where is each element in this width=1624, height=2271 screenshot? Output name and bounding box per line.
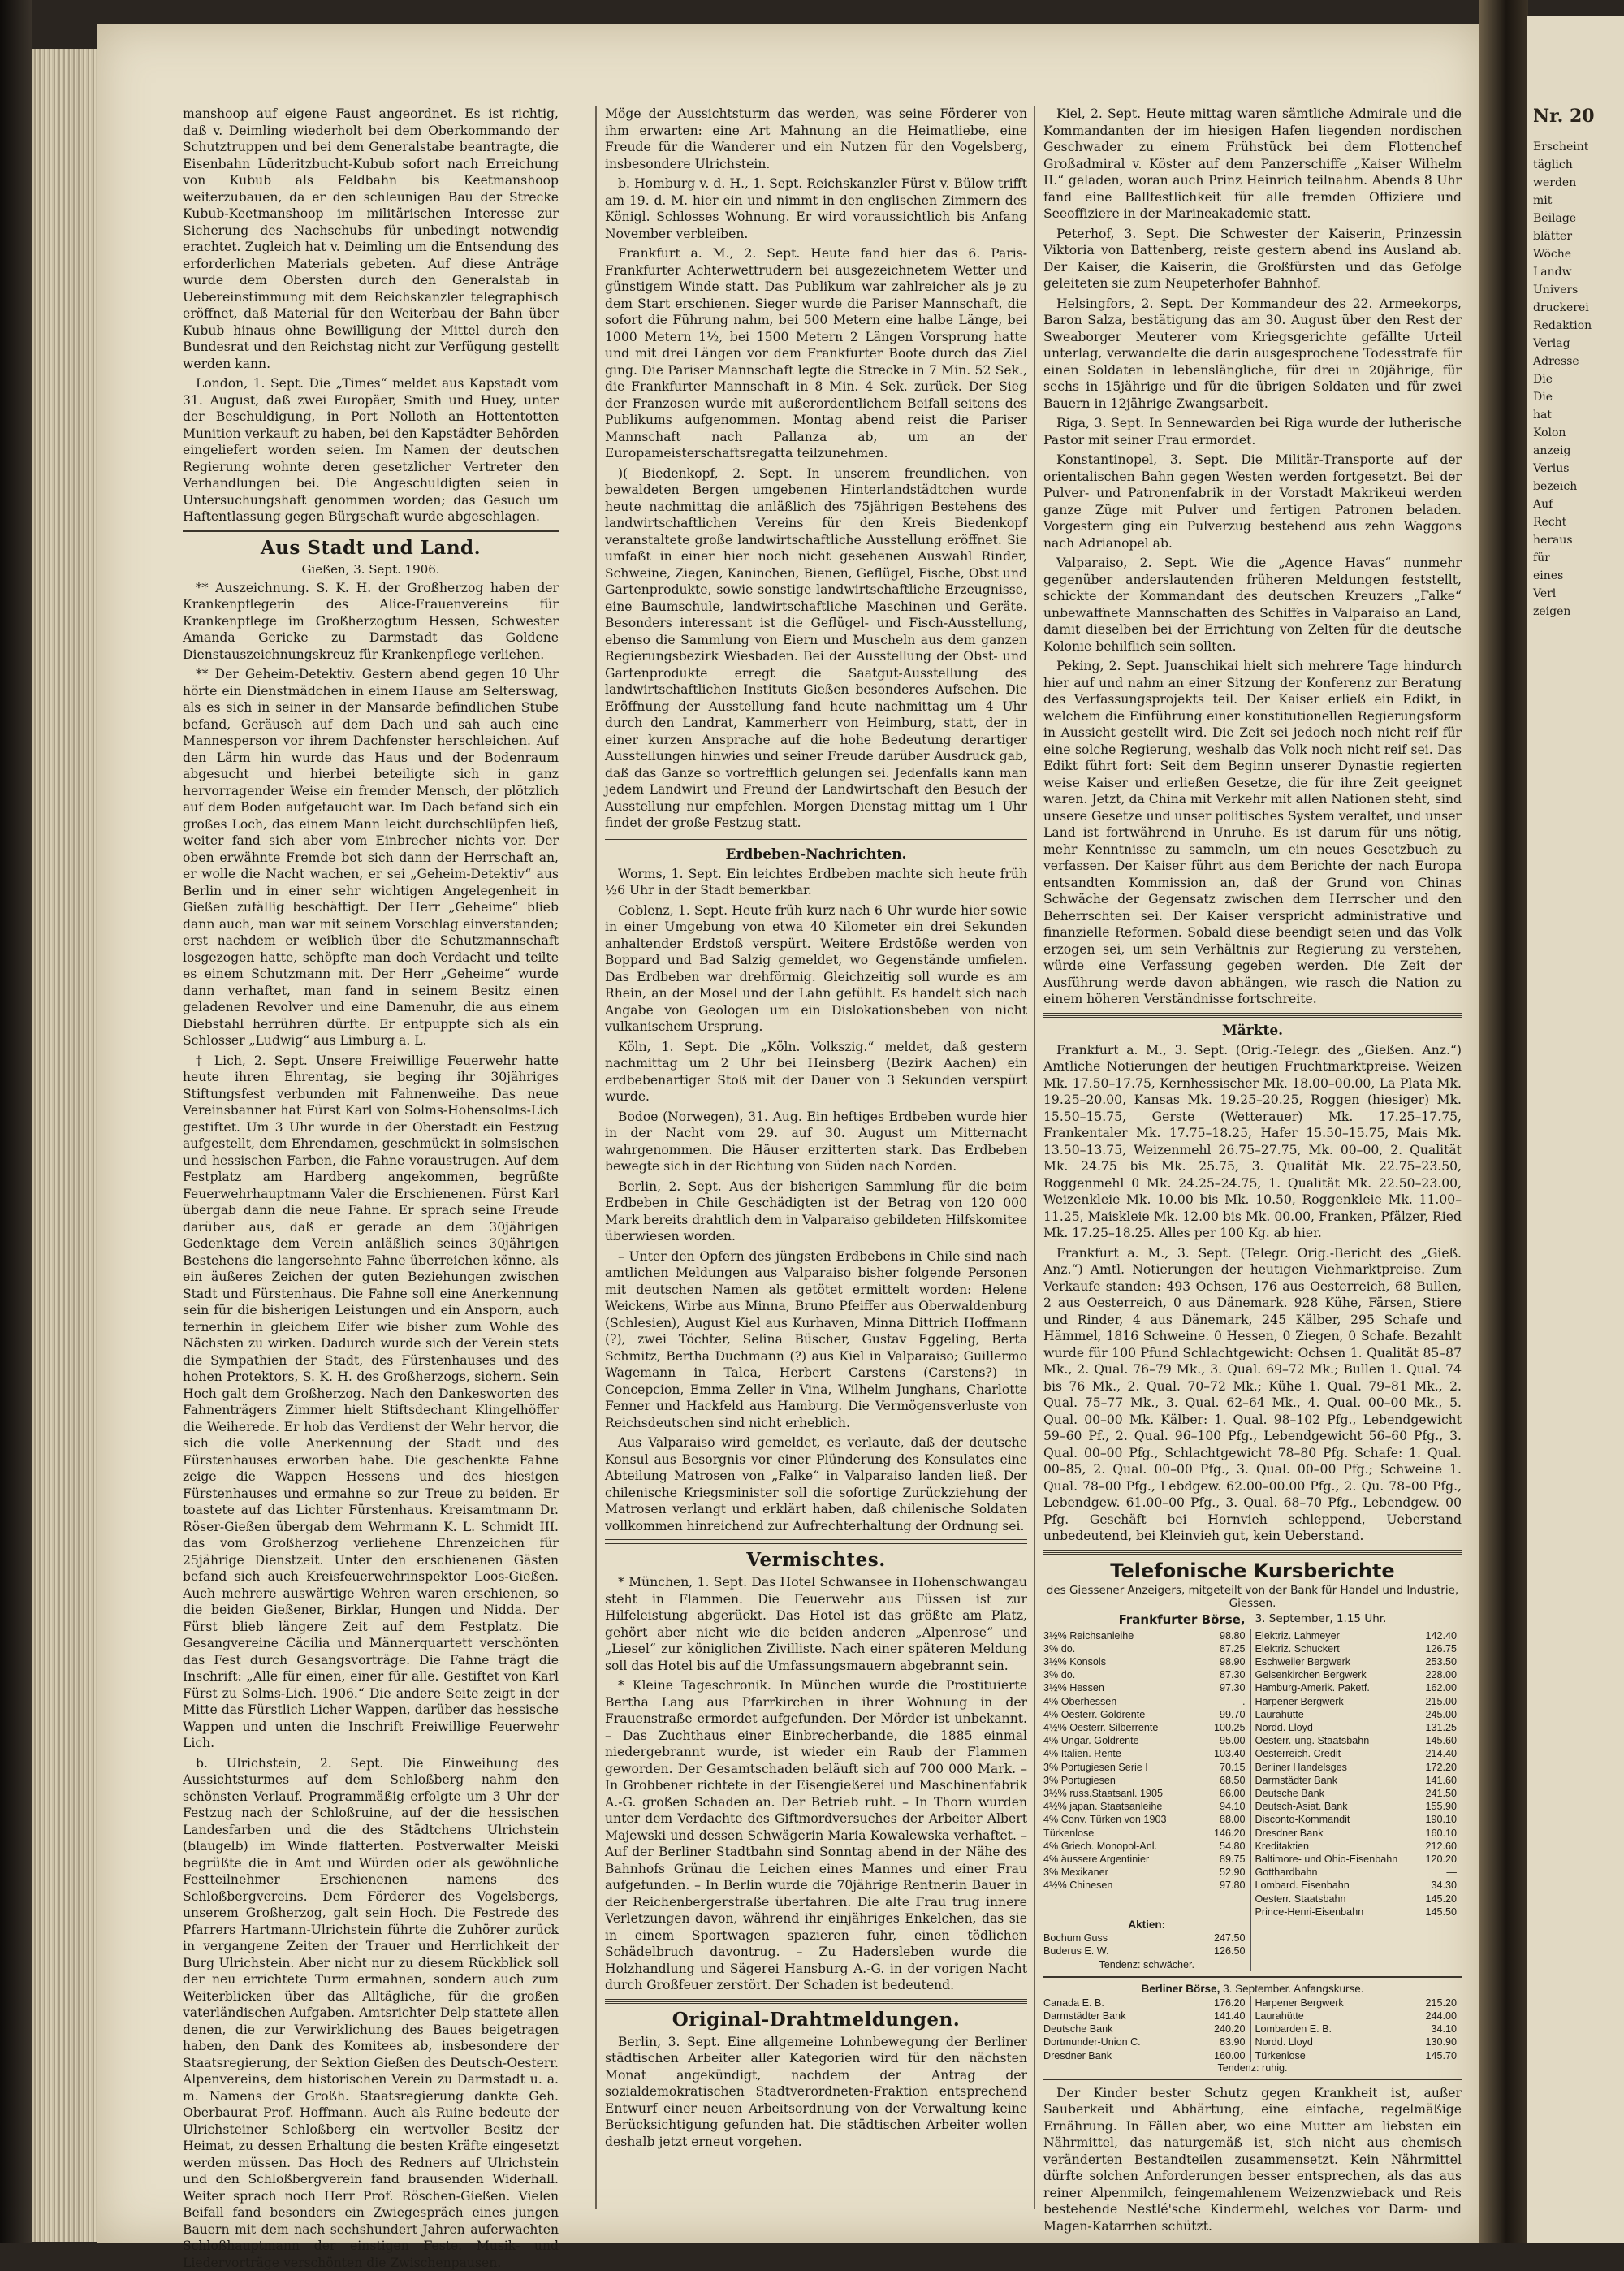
article-text: Berlin, 2. Sept. Aus der bisherigen Sammlung für die beim Erdbeben in Chile Geschädigten ist der Betrag von 120 000 Mark bereits drahtlich dem in Valparaiso gebildeten Hilfskomitee überwiesen worden. (605, 1179, 1027, 1245)
stock-row (1255, 1866, 1462, 1879)
section-rule (605, 1999, 1027, 2004)
stock-name: Deutsche Bank (1043, 2022, 1112, 2035)
stock-name: Hamburg-Amerik. Paketf. (1255, 1681, 1370, 1694)
stock-name: 4½% Chinesen (1043, 1879, 1112, 1892)
stock-price: 83.90 (1220, 2035, 1246, 2048)
stock-name: 4% Oesterr. Goldrente (1043, 1708, 1145, 1721)
stock-row (1043, 1813, 1250, 1826)
article-text: Köln, 1. Sept. Die „Köln. Volkszig.“ meldet, daß gestern nachmittag um 2 Uhr bei Heinsberg (Bezirk Aachen) ein erdbebenartiger Stoß mit der Dauer von 3 Sekunden verspürt wurde. (605, 1039, 1027, 1105)
stock-row (1255, 2022, 1462, 2035)
stock-price: 190.10 (1425, 1813, 1457, 1826)
stock-name: Darmstädter Bank (1043, 2009, 1126, 2022)
stock-row (1255, 1734, 1462, 1747)
article-text: ** Der Geheim-Detektiv. Gestern abend gegen 10 Uhr hörte ein Dienstmädchen in einem Hause am Selterswag, als es sich in seiner in der Mansarde befindlichen Stube befand, Geräusch auf dem Dach und sah auch eine Mannesperson vor ihrem Dachfenster herschleichen. Auf den Lärm hin wurde das Haus und der Bodenraum abgesucht und hierbei beteiligte sich in ganz hervorragender Weise ein fremder Mensch, der plötzlich auf dem Boden aufgetaucht war. Im Dach befand sich ein großes Loch, das einem Mann leicht durchschlüpfen ließ, weiter fand sich aber vom Einbrecher nichts vor. Der oben erwähnte Fremde bot sich dann der Herrschaft an, er wolle die Nacht wachen, er sei „Geheim-Detektiv“ aus Berlin und in einer sehr wichtigen Angelegenheit in Gießen zufällig beschäftigt. Der Herr „Geheime“ blieb dann auch, man war mit seinem Vorschlag einverstanden; erst nachdem er weiblich über die Schutzmannschaft losgezogen hatte, schöpfte man doch Verdacht und teilte es einem Schutzmann mit. Der Herr „Geheime“ wurde dann verhaftet, man fand in seinem Besitz einen geladenen Revolver und eine Damenuhr, die aus einem Diebstahl herrühren dürfte. Er entpuppte sich als ein Schlosser „Ludwig“ aus Limburg a. L. (183, 666, 559, 1049)
stock-price: 244.00 (1425, 2009, 1457, 2022)
stock-row (1043, 1642, 1250, 1655)
stock-name: Dresdner Bank (1043, 2049, 1112, 2062)
stock-row (1255, 1787, 1462, 1800)
stock-price: 215.00 (1425, 1695, 1457, 1708)
section-heading: Märkte. (1043, 1023, 1462, 1039)
column-rule (595, 106, 597, 2209)
stock-price: 87.30 (1220, 1668, 1246, 1681)
stock-name: Elektriz. Lahmeyer (1255, 1629, 1340, 1642)
article-text: manshoop auf eigene Faust angeordnet. Es ist richtig, daß v. Deimling wiederholt bei dem Oberkommando der Schutztruppen und bei dem Generalstabe beantragte, die Eisenbahn Lüderitzbucht-Kubub sofort nach Erreichung von Kubub als Feldbahn bis Keetmanshoop weiterzubauen, da er den schleunigen Bau der Strecke Kubub-Keetmanshoop im militärischen Interesse zur Sicherung des Nachschubs für unbedingt notwendig erachtet. Zugleich hat v. Deimling um die Entsendung des erforderlichen Materials gebeten. Auf diese Anträge wurde dem Obersten durch den Generalstab in Uebereinstimmung mit dem Reichskanzler telegraphisch eröffnet, daß Material für den Weiterbau der Bahn über Kubub hinaus ohne Bewilligung der Mittel durch den Bundesrat und den Reichstag nicht zur Verfügung gestellt werden kann. (183, 106, 559, 372)
advertisement-text: Der Kinder bester Schutz gegen Krankheit ist, außer Sauberkeit und Abhärtung, eine einfache, regelmäßige Ernährung. In Fällen aber, wo eine Mutter am liebsten ein Nährmittel, das naturgemäß ist, sich nicht aus chemisch veränderten Bestandteilen zusammensetzt. Kein Nährmittel dürfte solchen Anforderungen besser entsprechen, als das aus reiner Alpenmilch, feingemahlenem Weizenzwieback und Reis bestehende Nestlé'sche Kindermehl, welches vor Darm- und Magen-Katarrhen schützt. (1043, 2085, 1462, 2235)
stock-row (1043, 1840, 1250, 1853)
section-rule (605, 837, 1027, 841)
stock-row (1043, 1944, 1250, 1957)
stock-price: 240.20 (1214, 2022, 1246, 2035)
stock-name: Eschweiler Bergwerk (1255, 1655, 1351, 1668)
stock-price: 228.00 (1425, 1668, 1457, 1681)
stock-name: Bochum Guss (1043, 1931, 1108, 1944)
stock-price: 146.20 (1214, 1827, 1246, 1840)
stock-row (1255, 1629, 1462, 1642)
stock-row (1043, 1827, 1250, 1840)
stock-price: 103.40 (1214, 1747, 1246, 1760)
column-rule (1034, 106, 1035, 2209)
stock-name: Berliner Handelsges (1255, 1761, 1347, 1774)
stock-row (1255, 2009, 1462, 2022)
stock-row (1043, 1774, 1250, 1787)
stock-row (1255, 1892, 1462, 1905)
stock-row (1043, 2049, 1250, 2062)
article-text: Riga, 3. Sept. In Sennewarden bei Riga wurde der lutherische Pastor mit seiner Frau ermordet. (1043, 415, 1462, 448)
stock-price: . (1242, 1695, 1246, 1708)
stock-price: 52.90 (1220, 1866, 1246, 1879)
stock-row (1255, 1774, 1462, 1787)
article-text: Konstantinopel, 3. Sept. Die Militär-Transporte auf der orientalischen Bahn gegen Westen werden fortgesetzt. Bei der Pulver- und Patronenfabrik in der Vorstadt Makrikeui werden ganze Züge mit Pulver und fertigen Patronen beladen. Vorgestern ging ein Pulverzug bestehend aus zehn Waggons nach Adrianopel ab. (1043, 452, 1462, 552)
stock-row (1255, 1655, 1462, 1668)
stock-row (1255, 1708, 1462, 1721)
stock-name: 3% do. (1043, 1642, 1075, 1655)
stock-row (1255, 2049, 1462, 2062)
stock-price: 145.50 (1425, 1905, 1457, 1918)
stock-row (1043, 2009, 1250, 2022)
stock-price: 145.20 (1425, 1892, 1457, 1905)
stock-name: 4% Oberhessen (1043, 1695, 1116, 1708)
stock-name: 3½% russ.Staatsanl. 1905 (1043, 1787, 1163, 1800)
stock-price: 99.70 (1220, 1708, 1246, 1721)
stock-price: 172.20 (1425, 1761, 1457, 1774)
section-heading: Aus Stadt und Land. (183, 537, 559, 559)
stock-name: Türkenlose (1043, 1827, 1094, 1840)
stock-name: 3½% Hessen (1043, 1681, 1104, 1694)
stock-price: 130.90 (1425, 2035, 1457, 2048)
article-text: Aus Valparaiso wird gemeldet, es verlaute, daß der deutsche Konsul aus Besorgnis vor einer Plünderung des Konsulates eine Abteilung Matrosen von „Falke“ in Valparaiso landen ließ. Der chilenische Kriegsminister soll die sofortige Zurückziehung der Matrosen verlangt und erklärt haben, daß chilenische Soldaten vollkommen hinreichend zur Aufrechterhaltung der Ordnung sei. (605, 1434, 1027, 1534)
article-text: Valparaiso, 2. Sept. Wie die „Agence Havas“ nunmehr gegenüber anderslautenden früheren Meldungen feststellt, schickte der Kommandant des deutschen Kreuzers „Falke“ unbewaffnete Mannschaften des Schiffes in Valparaiso an Land, damit dieselben bei der Errichtung von Zelten für die deutsche Kolonie behilflich sein sollten. (1043, 555, 1462, 655)
article-text: * Kleine Tageschronik. In München wurde die Prostituierte Bertha Lang aus Pfarrkirchen in ihrer Wohnung in der Frauenstraße ermordet aufgefunden. Der Mörder ist unbekannt. – Das Zuchthaus einer Einbrecherbande, die 1885 einmal niedergebrannt wurde, ist wieder ein Raub der Flammen geworden. Der Gesamtschaden beläuft sich auf 700 000 Mark. – In Grobbener richtete in der Eisengießerei und Maschinenfabrik A.-G. großen Schaden an. Der Betrieb ruht. – In Thorn wurden unter dem Verdachte des Giftmordversuches der Arbeiter Albert Majewski und dessen Schwägerin Maria Kowalewska verhaftet. – Auf der Berliner Stadtbahn sind Sonntag abend in der Nähe des Bahnhofs Grünau die Leichen eines Mannes und einer Frau aufgefunden. – In Berlin wurde die 70jährige Rentnerin Bauer in der Reichenbergerstraße überfahren. Die alte Frau trug innere Verletzungen davon, während ihr einjähriges Enkelchen, das sie in einem Sportwagen spazieren fuhr, einen tödlichen Schädelbruch davontrug. – Zu Hadersleben wurde die Holzhandlung und Sägerei Hansburg A.-G. in der vorigen Nacht durch Großfeuer zerstört. Der Schaden ist bedeutend. (605, 1677, 1027, 1994)
page-stack-edge (32, 49, 97, 2242)
stock-table (1043, 1996, 1462, 2062)
stock-price: 34.10 (1431, 2022, 1457, 2035)
stock-name: Kreditaktien (1255, 1840, 1310, 1853)
stock-price: 131.25 (1425, 1721, 1457, 1734)
article-text: Möge der Aussichtsturm das werden, was seine Förderer von ihm erwarten: eine Art Mahnung an die Heimatliebe, eine Freude für die Wanderer und ein Nutzen für den Vogelsberg, insbesondere Ulrichstein. (605, 106, 1027, 172)
stock-row (1255, 1800, 1462, 1813)
stock-name: 4½% japan. Staatsanleihe (1043, 1800, 1162, 1813)
article-text: Coblenz, 1. Sept. Heute früh kurz nach 6 Uhr wurde hier sowie in einer Umgebung von etwa 40 Kilometer ein drei Sekunden anhaltender Erdstoß verspürt. Weitere Erdstöße werden von Boppard und Bad Salzig gemeldet, wo Gegenstände umfielen. Das Erdbeben war drehförmig. Gleichzeitig soll wurde es am Rhein, an der Mosel und der Lahn gefühlt. Es handelt sich nach Angabe von Geologen um ein Dislokationsbeben von nicht vulkanischem Ursprung. (605, 902, 1027, 1036)
stock-row (1255, 1747, 1462, 1760)
stock-price: 95.00 (1220, 1734, 1246, 1747)
stock-row (1043, 1747, 1250, 1760)
dateline: Gießen, 3. Sept. 1906. (183, 562, 559, 577)
stock-row (1255, 1695, 1462, 1708)
stock-row (1043, 2035, 1250, 2048)
stock-name: 3½% Reichsanleihe (1043, 1629, 1134, 1642)
facing-masthead: Nr. 20 (1533, 106, 1595, 127)
trend-note: Tendenz: schwächer. (1043, 1958, 1250, 1971)
exchange-date: 3. September. Anfangskurse. (1223, 1983, 1363, 1995)
stock-price: 214.40 (1425, 1747, 1457, 1760)
stock-table-left (1043, 1996, 1250, 2062)
stock-name: Lombard. Eisenbahn (1255, 1879, 1350, 1892)
article-text: Worms, 1. Sept. Ein leichtes Erdbeben machte sich heute früh ½6 Uhr in der Stadt bemerkbar. (605, 866, 1027, 899)
stock-name: Canada E. B. (1043, 1996, 1104, 2009)
stock-price: 247.50 (1214, 1931, 1246, 1944)
stock-price: 215.20 (1425, 1996, 1457, 2009)
article-text: – Unter den Opfern des jüngsten Erdbebens in Chile sind nach amtlichen Meldungen aus Valparaiso bisher folgende Personen mit deutschen Namen als getötet ermittelt worden: Helene Weickens, Wirbe aus Minna, Bruno Pfeiffer aus Oberwaldenburg (Schlesien), August Kiel aus Kurhaven, Minna Dittrich Hoffmann (?), zwei Töchter, Selina Büscher, Gustav Eggeling, Berta Schmitz, Bertha Duchmann (?) aus Kiel in Valparaiso; Guillermo Wagemann in Talca, Herbert Carstens (Carstens?) in Concepcion, Emma Zeller in Vina, Wilhelm Junghans, Charlotte Fenner und Hackfeld aus Hamburg. Die Vermögensverluste von Reichsdeutschen sind nicht erheblich. (605, 1248, 1027, 1432)
stock-price: 253.50 (1425, 1655, 1457, 1668)
stock-row (1255, 2035, 1462, 2048)
stock-name: Nordd. Lloyd (1255, 1721, 1313, 1734)
stock-name: Oesterr. Staatsbahn (1255, 1892, 1346, 1905)
stock-name: Türkenlose (1255, 2049, 1306, 2062)
stock-row (1255, 1761, 1462, 1774)
stock-price: 160.00 (1214, 2049, 1246, 2062)
article-text: Peking, 2. Sept. Juanschikai hielt sich mehrere Tage hindurch hier auf und nahm an einer Sitzung der Konferenz zur Beratung des Verfassungsprojekts teil. Der Kaiser erließ ein Edikt, in welchem die Einführung einer konstitutionellen Regierungsform in Aussicht gestellt wird. Die Zeit sei jedoch noch nicht reif für eine solche Regierung, weshalb das Volk noch nicht reif sei. Das Edikt führt fort: Seit dem Beginn unserer Dynastie regierten weise Kaiser und erließen Gesetze, die für ihre Zeit geeignet waren. Jetzt, da China mit Verkehr mit allen Nationen steht, sind unsere Gesetze und unser politisches System veraltet, und unser Land ist fortwährend in Unruhe. Es ist darum für uns nötig, mehr Kenntnisse zu sammeln, um ein neues Gesetzbuch zu verfassen. Der Kaiser führt aus dem Berichte der nach Europa entsandten Kommission an, daß der Grund von Chinas Schwäche der Gegensatz zwischen dem Herrscher und den Beherrschten sei. Der Kaiser verspricht administrative und finanzielle Reformen. Sobald diese beendigt seien und das Volk erzogen sei, um sein Verhältnis zur Regierung zu verstehen, würde eine Verfassung gegeben werden. Die Zeit der Ausführung werde davon abhängen, wie rasch die Nation zu einem höheren Verständnisse fortschreite. (1043, 658, 1462, 1008)
book-gutter (1479, 0, 1528, 2243)
exchange-header (1043, 1612, 1462, 1627)
stock-name: Buderus E. W. (1043, 1944, 1109, 1957)
stock-price: — (1446, 1866, 1457, 1879)
stock-price: 145.70 (1425, 2049, 1457, 2062)
section-rule (1043, 2079, 1462, 2080)
stock-price: 34.30 (1431, 1879, 1457, 1892)
stock-table-right (1250, 1629, 1462, 1918)
stock-price: 97.80 (1220, 1879, 1246, 1892)
stock-name: Lombarden E. B. (1255, 2022, 1332, 2035)
article-text: Kiel, 2. Sept. Heute mittag waren sämtliche Admirale und die Kommandanten der im hiesigen Hafen liegenden nordischen Geschwader zu einem Frühstück bei dem Flottenchef Großadmiral v. Köster auf dem Panzerschiffe „Kaiser Wilhelm II.“ geladen, woran auch Prinz Heinrich teilnahm. Abends 8 Uhr fand eine Ballfestlichkeit für alle fremden Offiziere und Seeoffiziere in der Marineakademie statt. (1043, 106, 1462, 223)
article-text: London, 1. Sept. Die „Times“ meldet aus Kapstadt vom 31. August, daß zwei Europäer, Smith und Huey, unter der Beschuldigung, in Port Nolloth an Hottentotten Munition verkauft zu haben, bei den Kapstädter Behörden eingeliefert worden seien. Im Namen der deutschen Regierung wohnte deren gesetzlicher Vertreter den Verhandlungen bei. Die Angeschuldigten seien in Untersuchungshaft genommen worden; das Gesuch um Haftentlassung gegen Bürgschaft wurde abgeschlagen. (183, 375, 559, 526)
article-text: * München, 1. Sept. Das Hotel Schwansee in Hohenschwangau steht in Flammen. Die Feuerwehr aus Füssen ist zur Hilfeleistung abgerückt. Das Hotel ist das größte am Platz, gehört aber nicht wie die beiden anderen „Alpenrose“ und „Liesel“ zur königlichen Zivilliste. Nach einer späteren Meldung soll das Hotel bis auf die Umfassungsmauern abgebrannt sein. (605, 1574, 1027, 1674)
shares-heading: Aktien: (1043, 1918, 1250, 1931)
stock-report-subtitle: des Giessener Anzeigers, mitgeteilt von der Bank für Handel und Industrie, Giessen. (1043, 1584, 1462, 1610)
stock-price: 162.00 (1425, 1681, 1457, 1694)
section-rule (605, 1539, 1027, 1544)
facing-text-lines: Erscheint täglich werden mit Beilage blätter Wöche Landw Univers druckerei Redaktion Verlag Adresse Die Die hat Kolon anzeig Verlus bezeich Auf Recht heraus für eines Verl zeigen (1533, 138, 1622, 621)
stock-row (1043, 1800, 1250, 1813)
stock-name: Oesterr.-ung. Staatsbahn (1255, 1734, 1370, 1747)
stock-row (1043, 1996, 1250, 2009)
column-3 (1043, 106, 1462, 2201)
stock-price: 86.00 (1220, 1787, 1246, 1800)
article-text: Bodoe (Norwegen), 31. Aug. Ein heftiges Erdbeben wurde hier in der Nacht vom 29. auf 30. August um Mitternacht wahrgenommen. Die Häuser erzitterten stark. Das Erdbeben bewegte sich in der Richtung von Süden nach Norden. (605, 1109, 1027, 1175)
stock-price: 141.40 (1214, 2009, 1246, 2022)
stock-price: 141.60 (1425, 1774, 1457, 1787)
stock-name: Laurahütte (1255, 2009, 1304, 2022)
stock-name: 3½% Konsols (1043, 1655, 1106, 1668)
stock-name: Harpener Bergwerk (1255, 1996, 1344, 2009)
stock-name: Nordd. Lloyd (1255, 2035, 1313, 2048)
stock-row (1043, 1629, 1250, 1642)
section-heading: Original-Drahtmeldungen. (605, 2009, 1027, 2031)
article-text: Helsingfors, 2. Sept. Der Kommandeur des 22. Armeekorps, Baron Salza, bestätigung das am 30. August über den Rest der Sweaborger Meuterer vom Kriegsgerichte gefällte Urteil unterlag, verwandelte die darin ausgesprochene Todesstrafe für einen Soldaten in lebenslängliche, für drei in 20jährige, für sechs in 15jährige und für die übrigen Soldaten und für zwei Bauern in 12jährige Zwangsarbeit. (1043, 296, 1462, 413)
stock-name: Disconto-Kommandit (1255, 1813, 1350, 1826)
exchange-header (1043, 1983, 1462, 1995)
stock-row (1255, 1879, 1462, 1892)
stock-name: Harpener Bergwerk (1255, 1695, 1344, 1708)
stock-row (1043, 1681, 1250, 1694)
trend-note: Tendenz: ruhig. (1043, 2062, 1462, 2074)
stock-name: Elektriz. Schuckert (1255, 1642, 1340, 1655)
column-2 (605, 106, 1027, 2201)
stock-price: 87.25 (1220, 1642, 1246, 1655)
stock-row (1043, 1695, 1250, 1708)
stock-name: 4½% Oesterr. Silberrente (1043, 1721, 1158, 1734)
stock-row (1043, 1734, 1250, 1747)
stock-price: 120.20 (1425, 1853, 1457, 1866)
stock-name: Laurahütte (1255, 1708, 1304, 1721)
stock-price: 54.80 (1220, 1840, 1246, 1853)
stock-row (1043, 1668, 1250, 1681)
stock-name: Oesterreich. Credit (1255, 1747, 1341, 1760)
stock-name: Dortmunder-Union C. (1043, 2035, 1141, 2048)
section-rule (1043, 1976, 1462, 1978)
article-text: Frankfurt a. M., 2. Sept. Heute fand hier das 6. Paris-Frankfurter Achterwettrudern bei ausgezeichnetem Wetter und günstigem Winde statt. Das Publikum war zahlreicher als je zu dem Start erschienen. Sieger wurde die Pariser Mannschaft, die sofort die Führung nahm, bei 500 Metern eine halbe Länge, bei 1000 Metern 1½, bei 1500 Metern 2 Längen Vorsprung hatte und mit drei Längen vor dem Frankfurter Boote durch das Ziel ging. Die Pariser Mannschaft legte die Strecke in 7 Min. 52 Sek., die Frankfurter Mannschaft in 8 Min. 4 Sek. zurück. Der Sieg der Franzosen wurde mit außerordentlichem Beifall seitens des Publikums aufgenommen. Montag abend reist die Pariser Mannschaft nach Pallanza ab, um an der Europameisterschaftsregatta teilzunehmen. (605, 245, 1027, 462)
exchange-name: Berliner Börse, (1142, 1983, 1220, 1995)
stock-row (1255, 1996, 1462, 2009)
stock-price: 89.75 (1220, 1853, 1246, 1866)
stock-name: 4% äussere Argentinier (1043, 1853, 1149, 1866)
stock-table-right (1250, 1996, 1462, 2062)
stock-table (1043, 1629, 1462, 1918)
stock-name: Gotthardbahn (1255, 1866, 1318, 1879)
stock-price: 145.60 (1425, 1734, 1457, 1747)
section-rule (183, 530, 559, 532)
stock-row (1255, 1681, 1462, 1694)
stock-row (1043, 1931, 1250, 1944)
stock-name: Deutsch-Asiat. Bank (1255, 1800, 1348, 1813)
article-text: b. Homburg v. d. H., 1. Sept. Reichskanzler Fürst v. Bülow trifft am 19. d. M. hier ein und nimmt in den englischen Zimmern des Königl. Schlosses Wohnung. Er wird voraussichtlich bis Anfang November verbleiben. (605, 175, 1027, 242)
stock-row (1043, 1655, 1250, 1668)
stock-row (1043, 1879, 1250, 1892)
stock-row (1043, 1708, 1250, 1721)
stock-name: Prince-Henri-Eisenbahn (1255, 1905, 1364, 1918)
stock-name: Baltimore- und Ohio-Eisenbahn (1255, 1853, 1398, 1866)
stock-name: 4% Conv. Türken von 1903 (1043, 1813, 1166, 1826)
article-text: b. Ulrichstein, 2. Sept. Die Einweihung des Aussichtsturmes auf dem Schloßberg nahm den schönsten Verlauf. Programmäßig erfolgte um 3 Uhr der Festzug nach der Schloßruine, auf der die hessischen Landesfarben und die des Städtchens Ulrichstein (blaugelb) im Winde flatterten. Postverwalter Meiski begrüßte die in Amt und Würden oder als gewöhnliche Festteilnehmer Erschienenen namens des Schloßbergvereins. Dem Förderer des Vogelsbergs, unserem Großherzog, galt sein Hoch. Die Festrede des Pfarrers Hartmann-Ulrichstein führte die Zuhörer zurück in vergangene Zeiten der Trauer und Herrlichkeit der Burg Ulrichstein. Aber nicht nur zu diesem Rückblick soll der neu errichtete Turm ermahnen, sondern auch zum Weiterblicken über das Alltägliche, für die großen vaterländischen Aufgaben. Amtsrichter Delp stattete allen denen, die zur Verwirklichung des Baues beigetragen haben, den Dank des Komitees ab, insbesondere der Staatsregierung, der Sektion Gießen des Deutsch-Oesterr. Alpenvereins, dem historischen Verein zu Darmstadt u. a. m. Namens der Großh. Staatsregierung dankte Geh. Oberbaurat Prof. Hoffmann. Auch als Ruine bedeute der Ulrichsteiner Schloßberg ein wertvoller Besitz der Heimat, zu dessen Erhaltung die besten Kräfte eingesetzt werden müssen. Das Hoch des Redners auf Ulrichstein und den Schloßbergverein fand brausenden Widerhall. Weiter sprach noch Herr Prof. Röschen-Gießen. Vielen Beifall fand besonders ein Zwiegespräch eines jungen Bauern mit dem nach sechshundert Jahren auferwachten Schloßhauptmann der einstigen Feste. Musik- und Liedervorträge verschönten die Zwischenpausen. (183, 1755, 559, 2271)
stock-report-title: Telefonische Kursberichte (1043, 1559, 1462, 1582)
shares-rows (1043, 1931, 1250, 1957)
stock-name: 4% Griech. Monopol-Anl. (1043, 1840, 1157, 1853)
stock-price: 97.30 (1220, 1681, 1246, 1694)
stock-price: 245.00 (1425, 1708, 1457, 1721)
stock-price: 142.40 (1425, 1629, 1457, 1642)
stock-row (1255, 1840, 1462, 1853)
stock-row (1255, 1905, 1462, 1918)
stock-price: 98.90 (1220, 1655, 1246, 1668)
stock-row (1043, 2022, 1250, 2035)
stock-row (1043, 1787, 1250, 1800)
stock-price: 68.50 (1220, 1774, 1246, 1787)
stock-price: 126.50 (1214, 1944, 1246, 1957)
stock-name: 3% Portugiesen (1043, 1774, 1116, 1787)
facing-page-fragment (1527, 16, 1624, 2243)
stock-row (1043, 1721, 1250, 1734)
stock-price: 94.10 (1220, 1800, 1246, 1813)
stock-price: 241.50 (1425, 1787, 1457, 1800)
exchange-date: 3. September, 1.15 Uhr. (1255, 1612, 1387, 1627)
stock-name: 4% Ungar. Goldrente (1043, 1734, 1139, 1747)
stock-price: 160.10 (1425, 1827, 1457, 1840)
market-report: Frankfurt a. M., 3. Sept. (Telegr. Orig.-Bericht des „Gieß. Anz.“) Amtl. Notierungen der heutigen Viehmarktpreise. Zum Verkaufe standen: 493 Ochsen, 176 aus Oesterreich, 68 Bullen, 2 aus Oesterreich, 0 aus Dänemark. 928 Kühe, Färsen, Stiere und Rinder, 4 aus Dänemark, 245 Kälber, 295 Schafe und Hämmel, 1816 Schweine. 0 Hessen, 0 Ziegen, 0 Schafe. Bezahlt wurde für 100 Pfund Schlachtgewicht: Ochsen 1. Qualität 85–87 Mk., 2. Qual. 76–79 Mk., 3. Qual. 69–72 Mk.; Bullen 1. Qual. 74 bis 76 Mk., 2. Qual. 70–72 Mk.; Kühe 1. Qual. 79–81 Mk., 2. Qual. 75–77 Mk., 3. Qual. 62–64 Mk., 4. Qual. 00–00 Mk., 5. Qual. 00–00 Mk. Kälber: 1. Qual. 98–102 Pfg., Lebendgewicht 59–60 Pf., 2. Qual. 96–100 Pfg., Lebendgewicht 56–60 Pfg., 3. Qual. 00–00 Pfg., Schlachtgewicht 78–80 Pfg. Schafe: 1. Qual. 00–85, 2. Qual. 00–00 Pfg., 3. Qual. 00–00 Pfg.; Schweine 1. Qual. 78–00 Pfg., Lebdgew. 62.00–00.00 Pfg., 2. Qu. 78–00 Pfg., Lebendgew. 61.00–00 Pfg., 3. Qual. 68–70 Pfg., Lebendgew. 00 Pfg. Geschäft bei Hornvieh schleppend, Ueberstand unbedeutend, bei Kleinvieh gut, kein Ueberstand. (1043, 1245, 1462, 1545)
market-report: Frankfurt a. M., 3. Sept. (Orig.-Telegr. des „Gießen. Anz.“) Amtliche Notierungen der heutigen Fruchtmarktpreise. Weizen Mk. 17.50–17.75, Kernhessischer Mk. 18.00–00.00, La Plata Mk. 19.25–20.00, Kansas Mk. 19.25–20.25, Roggen (hiesiger) Mk. 15.50–15.75, Gerste (Wetterauer) Mk. 17.25–17.75, Frankentaler Mk. 17.75–18.25, Hafer 15.50–15.75, Mais Mk. 13.50–13.75, Weizenmehl 26.75–27.75, Mk. 00–00, 2. Qualität Mk. 24.75 bis Mk. 25.75, 3. Qualität Mk. 22.75–23.50, Roggenmehl 0 Mk. 24.25–24.75, 1. Qualität Mk. 22.50–23.00, Weizenkleie Mk. 10.00 bis Mk. 10.50, Roggenkleie Mk. 11.00–11.25, Maiskleie Mk. 12.00 bis Mk. 00.00, Franken, Pfälzer, Ried Mk. 17.25–18.25. Alles per 100 Kg. ab hier. (1043, 1042, 1462, 1242)
stock-row (1255, 1668, 1462, 1681)
exchange-name: Frankfurter Börse, (1119, 1612, 1246, 1627)
stock-price: 100.25 (1214, 1721, 1246, 1734)
stock-price: 212.60 (1425, 1840, 1457, 1853)
stock-name: Deutsche Bank (1255, 1787, 1324, 1800)
stock-price: 126.75 (1425, 1642, 1457, 1655)
article-text: Peterhof, 3. Sept. Die Schwester der Kaiserin, Prinzessin Viktoria von Battenberg, reiste gestern abend ins Ausland ab. Der Kaiser, die Kaiserin, die Großfürsten und das Gefolge geleiteten sie zum Neupeterhofer Bahnhof. (1043, 226, 1462, 292)
stock-name: 3% Mexikaner (1043, 1866, 1108, 1879)
section-rule (1043, 1013, 1462, 1018)
stock-row (1255, 1642, 1462, 1655)
stock-price: 176.20 (1214, 1996, 1246, 2009)
section-rule (1043, 1550, 1462, 1555)
stock-row (1043, 1761, 1250, 1774)
stock-name: 3% do. (1043, 1668, 1075, 1681)
article-text: Berlin, 3. Sept. Eine allgemeine Lohnbewegung der Berliner städtischen Arbeiter aller Kategorien wird für den nächsten Monat angekündigt, nachdem der Antrag der sozialdemokratischen Stadtverordneten-Fraktion entsprechend Entwurf einer neuen Arbeitsordnung von der Verwaltung keine Berücksichtigung gefunden hat. Die städtischen Arbeiter wollen deshalb jetzt erneut vorgehen. (605, 2034, 1027, 2151)
section-heading: Vermischtes. (605, 1549, 1027, 1571)
stock-row (1255, 1853, 1462, 1866)
article-text: ** Auszeichnung. S. K. H. der Großherzog haben der Krankenpflegerin des Alice-Frauenvereins für Krankenpflege im Großherzogtum Hessen, Schwester Amanda Gericke zu Darmstadt das Goldene Dienstauszeichnungskreuz für Krankenpflege verliehen. (183, 580, 559, 664)
article-text: † Lich, 2. Sept. Unsere Freiwillige Feuerwehr hatte heute ihren Ehrentag, sie beging ihr 30jähriges Stiftungsfest verbunden mit Fahnenweihe. Das neue Vereinsbanner hat Fürst Karl von Solms-Hohensolms-Lich gestiftet. Um 3 Uhr wurde in der Oberstadt ein Festzug aufgestellt, dem Ehrendamen, geschmückt in solmsischen und hessischen Farben, die Fahne voraustrugen. Auf dem Festplatz am Hardberg angekommen, begrüßte Feuerwehrhauptmann Valer die Erschienenen. Fürst Karl übergab dann die neue Fahne. Er sprach seine Freude darüber aus, daß er gerade an dem 30jährigen Gedenktage dem Verein anläßlich seines 30jährigen Bestehens die langersehnte Fahne überreichen könne, als ein äußeres Zeichen der guten Beziehungen zwischen Stadt und Fürstenhaus. Die Fahne soll eine Anerkennung sein für die bisherigen Leistungen und ein Ansporn, auch fernerhin in gleichem Eifer wie bisher zum Wohle des Nächsten zu wirken. Dadurch wurde sich der Verein stets die Sympathien der Stadt, des Fürstenhauses und des hohen Protektors, S. K. H. des Großherzogs, sichern. Sein Hoch galt dem Großherzog. Nach den Dankesworten des Fahnenträgers Zimmer hielt Stiftsdechant Klingelhöffer die Weiherede. Er hob das Verdienst der Wehr hervor, die sich die volle Anerkennung der Stadt und des Fürstenhauses erworben habe. Die geschenkte Fahne zeige die Wappen Hessens und des hiesigen Fürstenhauses und ermahne so zur Treue zu beiden. Er toastete auf das Lichter Fürstenhaus. Kreisamtmann Dr. Röser-Gießen übergab dem Wehrmann K. L. Schmidt III. das vom Großherzog verliehene Ehrenzeichen für 25jährige Dienstzeit. Unter den erschienenen Gästen befand sich auch Kreisfeuerwehrinspektor Loos-Gießen. Auch mehrere auswärtige Wehren waren erschienen, so die beiden Gießener, Birklar, Hungen und Nidda. Der Fürst blieb längere Zeit auf dem Festplatz. Die Gesangvereine Cäcilia und Männerquartett verschönten das Fest durch Gesangsvorträge. Die Fahne trägt die Inschrift: „Alle für einen, einer für alle. Gestiftet von Karl Fürst zu Solms-Lich. 1906.“ Die andere Seite zeigt in der Mitte das Fürstlich Licher Wappen, darüber das hessische Wappen und unten die Inschrift Freiwillige Feuerwehr Lich. (183, 1053, 559, 1752)
stock-row (1043, 1866, 1250, 1879)
article-text: )( Biedenkopf, 2. Sept. In unserem freundlichen, von bewaldeten Bergen umgebenen Hinterlandstädtchen wurde heute nachmittag die anläßlich des 75jährigen Bestehens des landwirtschaftlichen Vereins für den Kreis Biedenkopf veranstaltete große landwirtschaftliche Ausstellung eröffnet. Sie umfaßt in einer hier noch nicht gesehenen Auswahl Rinder, Schweine, Ziegen, Kaninchen, Bienen, Geflügel, Fische, Obst und Gartenprodukte, sowie sonstige landwirtschaftliche Erzeugnisse, eine Baumschule, landwirtschaftliche Maschinen und Geräte. Besonders interessant ist die Geflügel- und Fisch-Ausstellung, ebenso die Sammlung von Eiern und Muscheln aus dem ganzen Regierungsbezirk Wiesbaden. Bei der Ausstellung der Obst- und Gartenprodukte erregt die Saatgut-Ausstellung des landwirtschaftlichen Instituts Gießen besonderes Aufsehen. Die Eröffnung der Ausstellung fand heute nachmittag um 4 Uhr durch den Landrat, Kammerherr von Heimburg, statt, der in einer kurzen Ansprache auf die hohe Bedeutung derartiger Ausstellungen hinwies und seiner Freude darüber Ausdruck gab, daß das Ganze so vortrefflich gelungen sei. Jedenfalls kann man jedem Landwirt und Freund der Landwirtschaft den Besuch der Ausstellung nur empfehlen. Morgen Dienstag mittag um 1 Uhr findet der große Festzug statt. (605, 465, 1027, 832)
stock-price: 155.90 (1425, 1800, 1457, 1813)
column-1 (183, 106, 559, 2201)
stock-name: Darmstädter Bank (1255, 1774, 1338, 1787)
stock-name: Dresdner Bank (1255, 1827, 1324, 1840)
stock-table-shares (1043, 1918, 1462, 1971)
stock-price: 98.80 (1220, 1629, 1246, 1642)
stock-row (1255, 1721, 1462, 1734)
stock-name: 4% Italien. Rente (1043, 1747, 1121, 1760)
stock-price: 88.00 (1220, 1813, 1246, 1826)
stock-row (1043, 1853, 1250, 1866)
stock-name: Gelsenkirchen Bergwerk (1255, 1668, 1367, 1681)
stock-row (1255, 1813, 1462, 1826)
book-binding (0, 0, 32, 2243)
stock-row (1255, 1827, 1462, 1840)
stock-price: 70.15 (1220, 1761, 1246, 1774)
section-heading: Erdbeben-Nachrichten. (605, 846, 1027, 863)
stock-name: 3% Portugiesen Serie I (1043, 1761, 1148, 1774)
stock-table-left (1043, 1629, 1250, 1918)
